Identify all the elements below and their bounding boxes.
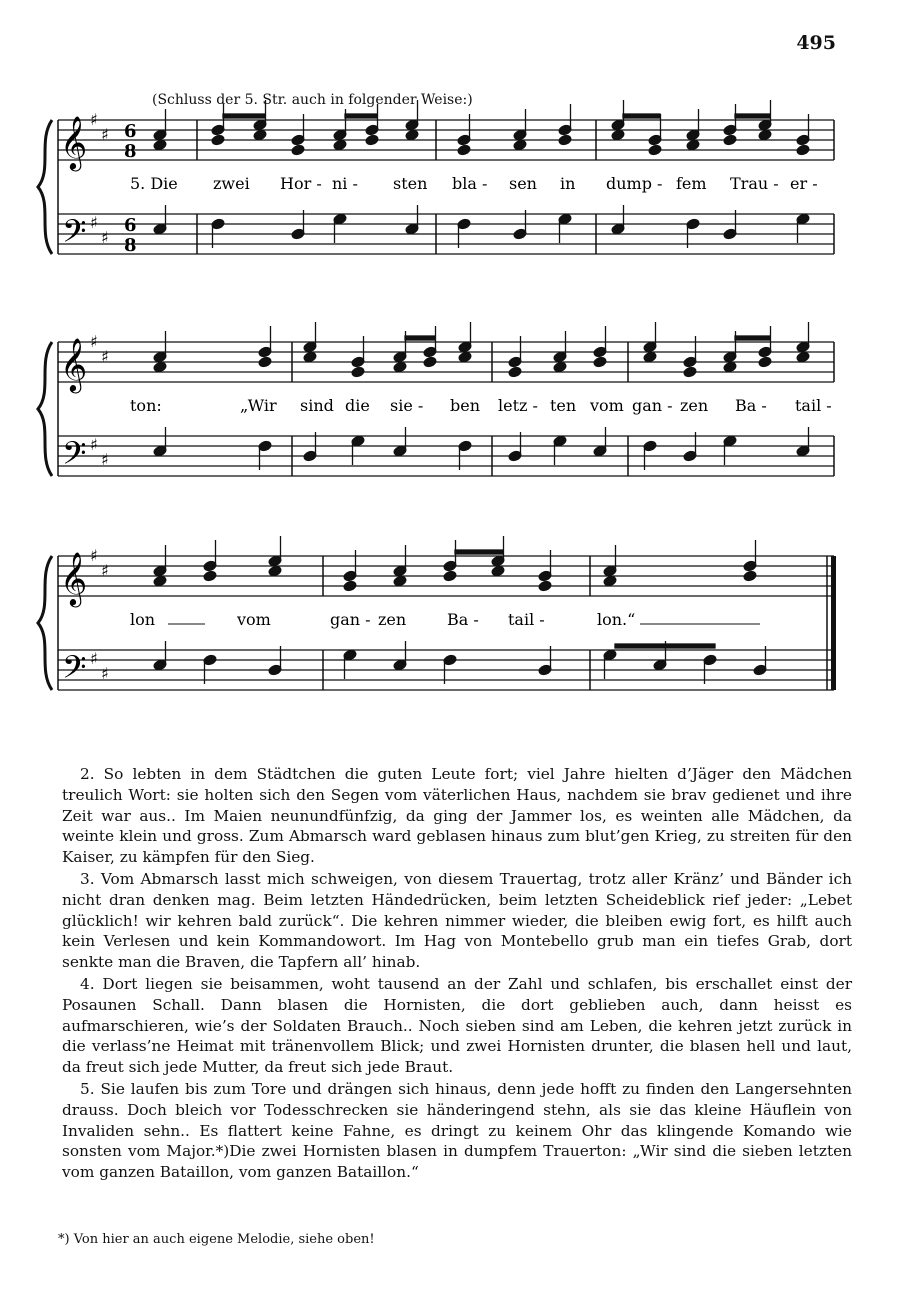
staff-lines [58,342,834,476]
svg-text:lon: lon [130,610,156,629]
svg-text:tail -: tail - [508,610,545,629]
beam [455,550,503,554]
note-head [686,139,700,151]
note-head [405,129,419,141]
svg-text:sten: sten [393,174,428,193]
svg-text:in: in [560,174,576,193]
svg-text:ton:: ton: [130,396,162,415]
note-head [423,356,437,368]
note-head [648,144,662,156]
lyrics-line-2 [130,396,832,415]
beam [345,114,377,118]
svg-text:zwei: zwei [213,174,250,193]
svg-text:♯: ♯ [90,332,98,351]
verse-5: 5. Sie laufen bis zum Tore und drängen sich hinaus, denn jede hofft zu finden den Langersehnten drauss. Doch bleich vor Todesschrecken sie händeringend stehn, als sie das kleine Häuflein von Invaliden sehn.. Es flattert keine Fahne, es dringt zu keinem Ohr das klingende Komando wie sonsten vom Major.*)Die zwei Hornisten blasen in dumpfem Trauerton: „Wir sind die sieben letzten vom ganzen Bataillon, vom ganzen Bataillon.“ [62,1079,852,1182]
svg-text:die: die [345,396,370,415]
music-system-2 [0,322,900,502]
svg-text:sind: sind [300,396,334,415]
note-head [611,129,625,141]
beam [223,114,265,118]
svg-text:8: 8 [124,235,137,256]
svg-text:♯: ♯ [101,561,109,580]
note-head [291,144,305,156]
note-head [491,565,505,577]
brace [38,120,52,254]
svg-text:„Wir: „Wir [240,396,277,415]
svg-text:6: 6 [124,215,137,236]
svg-text:Ba -: Ba - [735,396,767,415]
svg-text:sie -: sie - [390,396,424,415]
bass-clef-icon: 𝄢 [62,213,87,257]
svg-text:sen: sen [509,174,537,193]
beam [623,114,660,118]
note-head [393,361,407,373]
note-head [458,351,472,363]
bass-clef-icon: 𝄢 [62,435,87,479]
note-head [258,356,272,368]
svg-text:tail -: tail - [795,396,832,415]
note-head [683,366,697,378]
beam [735,114,770,118]
note-head [508,366,522,378]
note-head [643,351,657,363]
bass-clef-icon: 𝄢 [62,649,87,693]
svg-text:♯: ♯ [101,664,109,683]
svg-text:letz -: letz - [498,396,538,415]
brace [38,342,52,476]
note-head [153,139,167,151]
note-head [593,356,607,368]
svg-text:gan -: gan - [632,396,673,415]
beam [615,644,715,648]
svg-text:bla -: bla - [452,174,488,193]
note-head [796,144,810,156]
svg-text:6: 6 [124,121,137,142]
note-head [203,570,217,582]
beam [735,336,770,340]
note-head [796,351,810,363]
note-head [723,134,737,146]
final-barline [831,556,836,690]
note-head [351,366,365,378]
note-head [457,144,471,156]
note-head [603,575,617,587]
lyrics-line-1 [130,174,818,193]
note-head [303,351,317,363]
svg-text:♯: ♯ [90,435,98,454]
treble-clef-icon: 𝄞 [60,337,88,391]
svg-text:fem: fem [676,174,707,193]
svg-text:5. Die: 5. Die [130,174,178,193]
note-head [153,575,167,587]
svg-text:♯: ♯ [90,213,98,232]
note-head [253,129,267,141]
svg-text:Trau -: Trau - [730,174,779,193]
note-head [343,580,357,592]
music-system-3 [0,536,900,716]
svg-text:♯: ♯ [101,125,109,144]
svg-text:♯: ♯ [90,649,98,668]
verse-4: 4. Dort liegen sie beisammen, woht tausend an der Zahl und schlafen, bis erschallet einst der Posaunen Schall. Dann blasen die Hornisten, die dort geblieben auch, dann heisst es aufmarschieren, wie’s der Soldaten Brauch.. Noch sieben sind am Leben, die kehren jetzt zurück in die verlass’ne Heimat mit tränenvollem Blick; und zwei Hornisten drunter, die blasen hell und laut, da freut sich jede Mutter, da freut sich jede Braut. [62,974,852,1077]
svg-text:♯: ♯ [101,228,109,247]
note-head [443,570,457,582]
svg-text:♯: ♯ [101,347,109,366]
svg-text:gan -: gan - [330,610,371,629]
svg-text:ni -: ni - [332,174,358,193]
brace [38,556,52,690]
note-head [553,361,567,373]
treble-clef-icon: 𝄞 [60,551,88,605]
note-head [268,565,282,577]
svg-text:zen: zen [680,396,709,415]
page-number: 495 [796,32,836,54]
svg-text:ten: ten [550,396,577,415]
note-head [558,134,572,146]
svg-text:♯: ♯ [90,110,98,129]
svg-text:vom: vom [590,396,624,415]
svg-text:♯: ♯ [101,450,109,469]
heading-note: (Schluss der 5. Str. auch in folgender Weise:) [152,92,473,108]
svg-text:lon.“: lon.“ [597,610,636,629]
treble-clef-icon: 𝄞 [60,115,88,169]
note-head [333,139,347,151]
note-head [153,361,167,373]
note-head [393,575,407,587]
svg-text:vom: vom [237,610,271,629]
svg-text:♯: ♯ [90,546,98,565]
verse-3: 3. Vom Abmarsch lasst mich schweigen, von diesem Trauertag, trotz aller Kränz’ und Bänder ich nicht dran denken mag. Beim letzten Händedrücken, beim letzten Scheideblick rief jeder: „Lebet glücklich! wir kehren bald zurück“. Die kehren nimmer wieder, die bleiben ewig fort, es hilft auch kein Verlesen und kein Kommandowort. Im Hag von Montebello grub man ein tiefes Grab, dort senkte man die Braven, die Tapfern all’ hinab. [62,869,852,972]
note-head [513,139,527,151]
svg-text:er -: er - [790,174,818,193]
verse-text [62,764,852,1184]
svg-text:Hor -: Hor - [280,174,322,193]
note-head [758,356,772,368]
lyrics-line-3 [130,610,760,629]
note-head [365,134,379,146]
svg-text:ben: ben [450,396,481,415]
svg-text:8: 8 [124,141,137,162]
svg-text:dump -: dump - [606,174,663,193]
note-head [723,361,737,373]
verse-2: 2. So lebten in dem Städtchen die guten Leute fort; viel Jahre hielten d’Jäger den Mädchen treulich Wort: sie holten sich den Segen vom väterlichen Haus, nachdem sie brav gedienet und ihre Zeit war aus.. Im Maien neunundfünfzig, da ging der Jammer los, es weinten alle Mädchen, da weinte klein und gross. Zum Abmarsch ward geblasen hinaus zum blut’gen Krieg, zu streiten für den Kaiser, zu kämpfen für den Sieg. [62,765,852,867]
music-system-1 [0,100,900,280]
note-head [211,134,225,146]
note-head [758,129,772,141]
note-head [538,580,552,592]
footnote: *) Von hier an auch eigene Melodie, siehe oben! [58,1232,375,1247]
svg-text:zen: zen [378,610,407,629]
note-head [743,570,757,582]
svg-text:Ba -: Ba - [447,610,479,629]
beam [405,336,435,340]
